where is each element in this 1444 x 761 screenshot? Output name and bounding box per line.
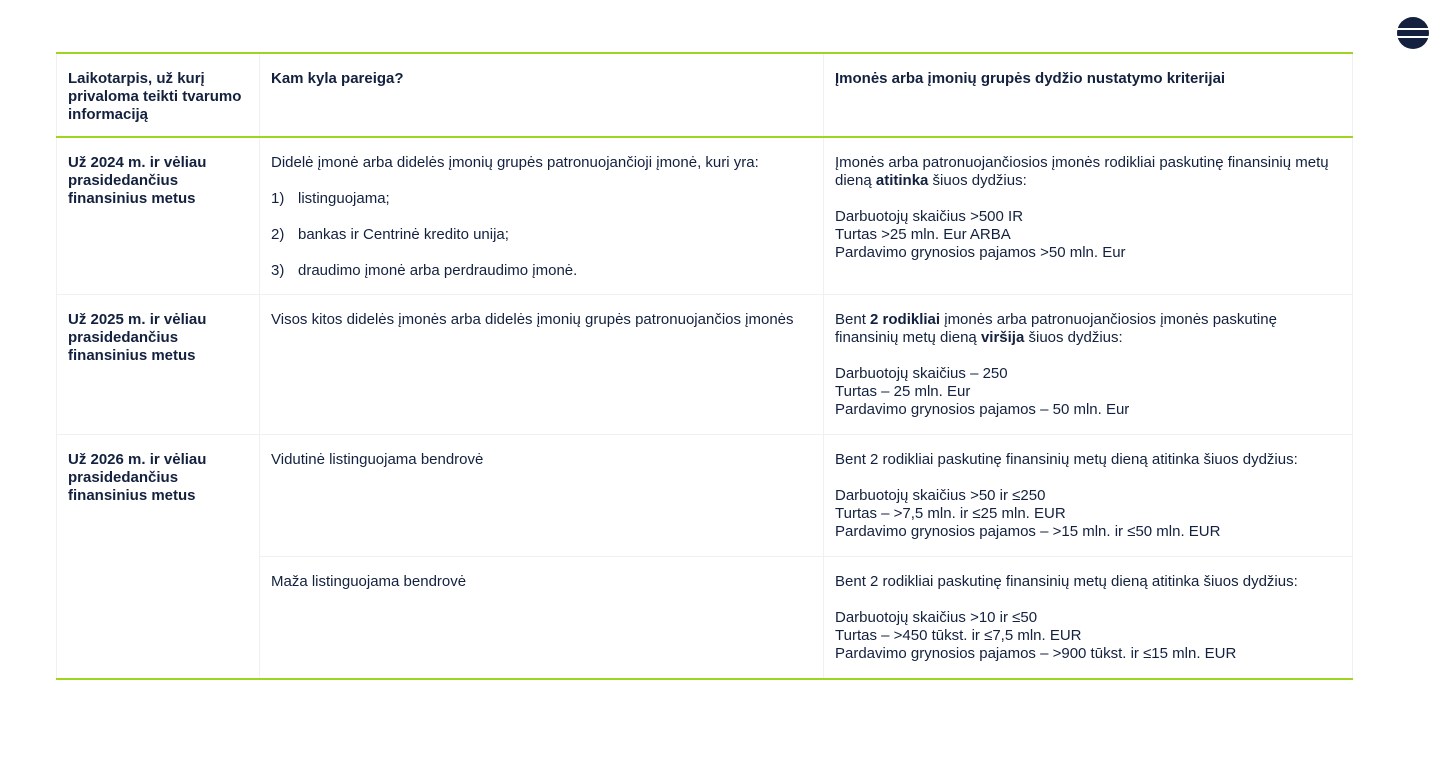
list-item: 2) bankas ir Centrinė kredito unija; bbox=[271, 226, 509, 243]
period-cell: Už 2026 m. ir vėliau prasidedančius finansinius metus bbox=[57, 435, 260, 680]
table-row bbox=[57, 435, 1353, 557]
criteria-cell bbox=[824, 295, 1353, 435]
period-cell: Už 2024 m. ir vėliau prasidedančius finansinius metus bbox=[57, 137, 260, 295]
criteria-line: Pardavimo grynosios pajamos – >900 tūkst. ir ≤15 mln. EUR bbox=[835, 645, 1237, 662]
period-cell: Už 2025 m. ir vėliau prasidedančius finansinius metus bbox=[57, 295, 260, 435]
header-criteria: Įmonės arba įmonių grupės dydžio nustatymo kriterijai bbox=[824, 53, 1353, 137]
criteria-line: Darbuotojų skaičius – 250 bbox=[835, 365, 1008, 382]
criteria-intro: Bent 2 rodikliai paskutinę finansinių metų dieną atitinka šiuos dydžius: bbox=[835, 451, 1298, 468]
criteria-intro: Įmonės arba patronuojančiosios įmonės rodikliai paskutinę finansinių metų dieną atitinka šiuos dydžius: bbox=[835, 154, 1329, 189]
criteria-line: Turtas >25 mln. Eur ARBA bbox=[835, 226, 1011, 243]
list-item: 1) listinguojama; bbox=[271, 190, 390, 207]
who-intro: Didelė įmonė arba didelės įmonių grupės patronuojančioji įmonė, kuri yra: bbox=[271, 154, 759, 171]
list-item: 3) draudimo įmonė arba perdraudimo įmonė. bbox=[271, 262, 578, 279]
table-header-row bbox=[57, 53, 1353, 137]
criteria-line: Pardavimo grynosios pajamos >50 mln. Eur bbox=[835, 244, 1126, 261]
criteria-line: Darbuotojų skaičius >50 ir ≤250 bbox=[835, 487, 1046, 504]
criteria-cell bbox=[824, 137, 1353, 295]
who-cell bbox=[260, 137, 824, 295]
table-row bbox=[57, 295, 1353, 435]
criteria-line: Pardavimo grynosios pajamos – 50 mln. Eur bbox=[835, 401, 1130, 418]
who-cell: Vidutinė listinguojama bendrovė bbox=[260, 435, 824, 557]
criteria-intro: Bent 2 rodikliai įmonės arba patronuojančiosios įmonės paskutinę finansinių metų dieną viršija šiuos dydžius: bbox=[835, 311, 1277, 346]
criteria-line: Pardavimo grynosios pajamos – >15 mln. ir ≤50 mln. EUR bbox=[835, 523, 1221, 540]
criteria-line: Turtas – >450 tūkst. ir ≤7,5 mln. EUR bbox=[835, 627, 1082, 644]
header-who: Kam kyla pareiga? bbox=[260, 53, 824, 137]
striped-circle-logo-icon bbox=[1397, 17, 1429, 49]
who-cell: Visos kitos didelės įmonės arba didelės įmonių grupės patronuojančios įmonės bbox=[260, 295, 824, 435]
criteria-line: Darbuotojų skaičius >10 ir ≤50 bbox=[835, 609, 1038, 626]
who-cell: Maža listinguojama bendrovė bbox=[260, 557, 824, 680]
criteria-intro: Bent 2 rodikliai paskutinę finansinių metų dieną atitinka šiuos dydžius: bbox=[835, 573, 1298, 590]
sustainability-reporting-table bbox=[56, 52, 1353, 680]
criteria-line: Turtas – 25 mln. Eur bbox=[835, 383, 971, 400]
header-period: Laikotarpis, už kurį privaloma teikti tvarumo informaciją bbox=[57, 53, 260, 137]
criteria-cell bbox=[824, 435, 1353, 557]
criteria-line: Darbuotojų skaičius >500 IR bbox=[835, 208, 1024, 225]
criteria-cell bbox=[824, 557, 1353, 680]
table-row bbox=[57, 137, 1353, 295]
criteria-line: Turtas – >7,5 mln. ir ≤25 mln. EUR bbox=[835, 505, 1066, 522]
